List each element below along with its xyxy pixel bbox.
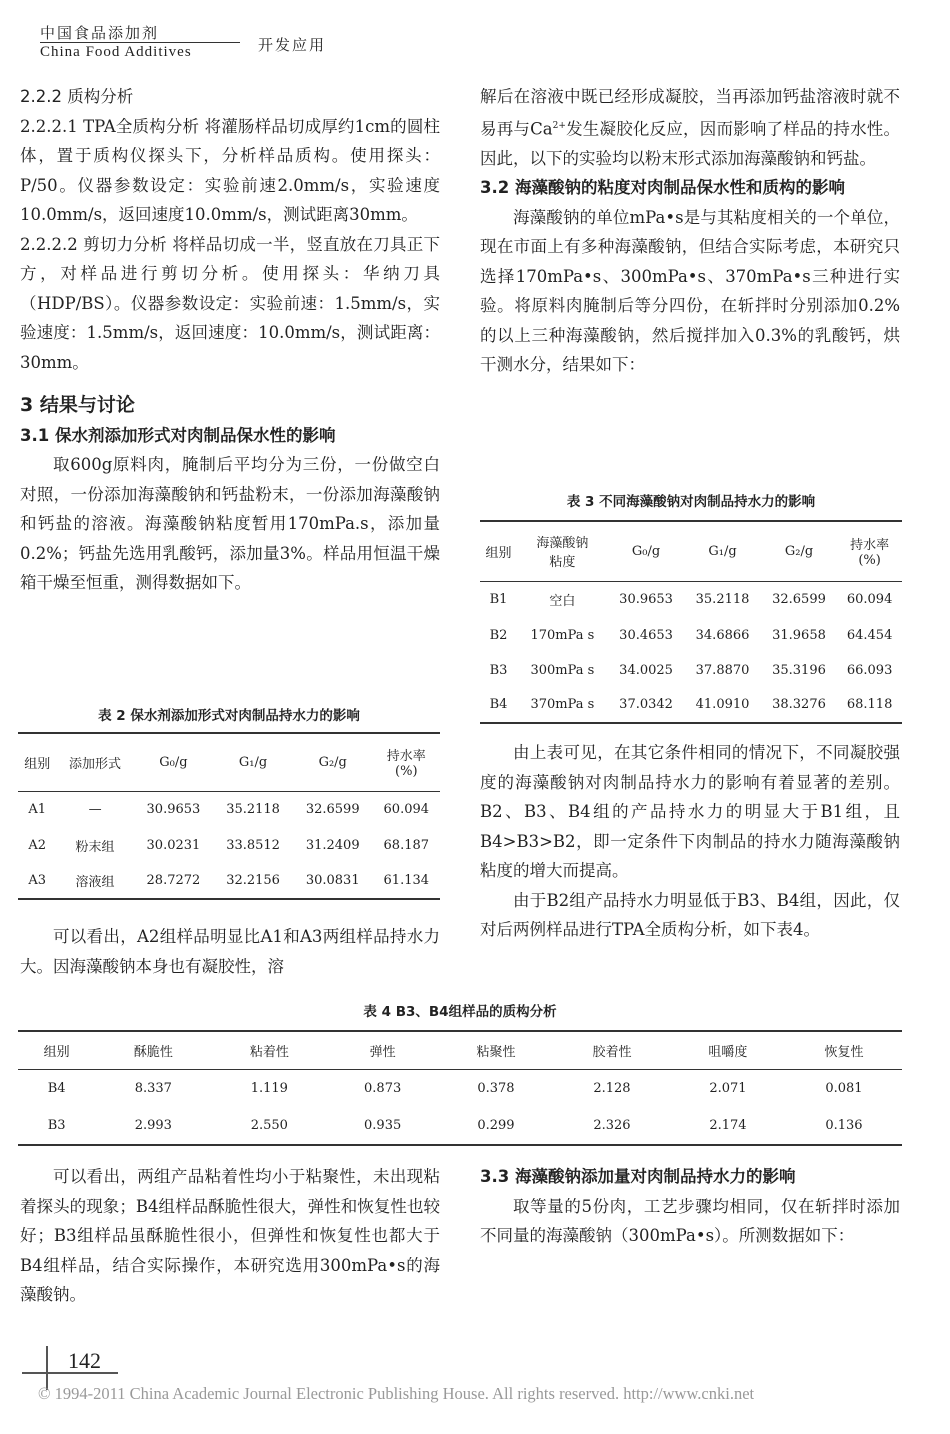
table-header: G₂/g [784,543,814,559]
table-3-caption: 表 3 不同海藻酸钠对肉制品持水力的影响 [566,494,816,510]
para-continued: 解后在溶液中既已经形成凝胶，当再添加钙盐溶液时就不易再与$Ca^{2+}$发生凝胶化反应，因而影响了样品的持水性。因此，以下的实验均以粉末形式添加海藻酸钠和钙盐。 [480,87,901,168]
table-row: A1 — 30.9653 35.2118 32.6599 60.094 [18,791,440,827]
table-header: 持水率 (%) [850,538,890,569]
table-2-grid [18,732,440,900]
table-row: B1 空白 30.9653 35.2118 32.6599 60.094 [480,581,902,617]
table-3-grid [480,520,902,724]
table-header: 恢复性 [824,1044,864,1060]
table-2-caption: 表 2 保水剂添加形式对肉制品持水力的影响 [98,708,360,724]
para-after-table-3a: 由上表可见，在其它条件相同的情况下，不同凝胶强度的海藻酸钠对肉制品持水力的影响有着显著的差别。B2、B3、B4组的产品持水力的明显大于B1组，且B4>B3>B2，即一定条件下肉制品的持水力随海藻酸钠粘度的增大而提高。 [480,743,900,880]
table-header: 咀嚼度 [708,1044,748,1060]
table-header: G₀/g [631,543,661,559]
table-header: 持水率 (%) [386,749,426,780]
table-header: 组别 [43,1044,70,1060]
table-4 [18,1000,902,1146]
table-header: 组别 [24,756,51,772]
header-rule [40,42,240,43]
copyright-footer: © 1994-2011 China Academic Journal Electronic Publishing House. All rights reserved. http://www.cnki.net [38,1384,755,1403]
journal-name-cn: 中国食品添加剂 [40,24,160,42]
heading-2-2-2: 2.2.2 质构分析 [20,87,134,106]
table-header: 胶着性 [592,1044,632,1060]
right-column-after-table3 [480,738,900,945]
table-row: A2 粉末组 30.0231 33.8512 31.2409 68.187 [28,837,430,855]
para-after-table-4: 可以看出，两组产品粘着性均小于粘聚性，未出现粘着探头的现象；B4组样品酥脆性很大，弹性和恢复性也较好；B3组样品虽酥脆性很小，但弹性和恢复性也都大于B4组样品，结合实际操作，本研究选用300mPa•s的海藻酸钠。 [20,1167,440,1304]
table-header: G₀/g [159,754,188,770]
right-column [480,82,900,380]
page-number: 142 [68,1348,101,1373]
heading-3-1: 3.1 保水剂添加形式对肉制品保水性的影响 [20,425,336,445]
section-label: 开发应用 [258,36,327,54]
table-header: 粘聚性 [476,1044,516,1060]
table-row: B4 8.337 1.119 0.873 0.378 2.128 2.071 0.081 [18,1069,902,1107]
table-header: G₁/g [238,754,268,770]
para-after-table-3b: 由于B2组产品持水力明显低于B3、B4组，因此，仅对后两例样品进行TPA全质构分析，如下表4。 [480,890,900,939]
table-row: B3 2.993 2.550 0.935 0.299 2.326 2.174 0.136 [18,1107,902,1145]
para-3-3: 取等量的5份肉，工艺步骤均相同，仅在斩拌时添加不同量的海藻酸钠（300mPa•s）。所测数据如下： [480,1196,900,1245]
table-row: B4 370mPa s 37.0342 41.0910 38.3276 68.118 [480,687,902,723]
table-header: 酥脆性 [133,1044,173,1060]
table-header: 弹性 [369,1044,396,1060]
table-row: A3 溶液组 28.7272 32.2156 30.0831 61.134 [18,863,440,899]
table-row: B2 170mPa s 30.4653 34.6866 31.9658 64.454 [489,627,893,643]
table-header: G₁/g [708,543,737,559]
para-3-1: 取600g原料肉，腌制后平均分为三份，一份做空白对照，一份添加海藻酸钠和钙盐粉末，一份添加海藻酸钠和钙盐的溶液。海藻酸钠粘度暂用170mPa.s，添加量0.2%；钙盐先选用乳酸钙，添加量3%。样品用恒温干燥箱干燥至恒重，测得数据如下。 [20,455,440,592]
heading-3: 3 结果与讨论 [20,394,135,416]
table-header: 粘着性 [249,1044,289,1060]
heading-3-3: 3.3 海藻酸钠添加量对肉制品持水力的影响 [480,1167,796,1186]
table-4-grid [18,1030,902,1146]
para-3-2: 海藻酸钠的单位mPa•s是与其粘度相关的一个单位，现在市面上有多种海藻酸钠，但结合实际考虑，本研究只选择170mPa•s、300mPa•s、370mPa•s三种进行实验。将原料肉腌制后等分四份，在斩拌时分别添加0.2%的以上三种海藻酸钠，然后搅拌加入0.3%的乳酸钙，烘干测水分，结果如下： [480,207,900,374]
table-header: 组别 [485,545,512,561]
journal-name-en: China Food Additives [40,44,192,60]
heading-3-2: 3.2 海藻酸钠的粘度对肉制品保水性和质构的影响 [480,178,845,197]
table-header: G₂/g [318,754,347,770]
bottom-left-column [20,1162,440,1310]
para-2-2-2-2: 2.2.2.2 剪切力分析 将样品切成一半，竖直放在刀具正下方，对样品进行剪切分析。使用探头：华纳刀具（HDP/BS）。仪器参数设定：实验前速：1.5mm/s，实验速度：1.5mm/s，返回速度：10.0mm/s，测试距离：30mm。 [20,234,440,372]
para-after-table-2: 可以看出，A2组样品明显比A1和A3两组样品持水力大。因海藻酸钠本身也有凝胶性，溶 [20,927,440,976]
left-column-after-table2 [20,922,440,981]
para-2-2-2-1: 2.2.2.1 TPA全质构分析 将灌肠样品切成厚约1cm的圆柱体，置于质构仪探头下，分析样品质构。使用探头：P/50。仪器参数设定：实验前速2.0mm/s，实验速度10.0mm/s，返回速度10.0mm/s，测试距离30mm。 [20,116,440,224]
table-3 [480,490,902,724]
left-column [20,82,440,598]
table-4-caption: 表 4 B3、B4组样品的质构分析 [363,1004,557,1020]
table-2 [18,704,440,900]
table-header: 海藻酸钠 粘度 [536,536,589,571]
table-header: 添加形式 [69,756,122,772]
bottom-right-column [480,1162,900,1251]
table-row: B3 300mPa s 34.0025 37.8870 35.3196 66.093 [489,662,893,678]
